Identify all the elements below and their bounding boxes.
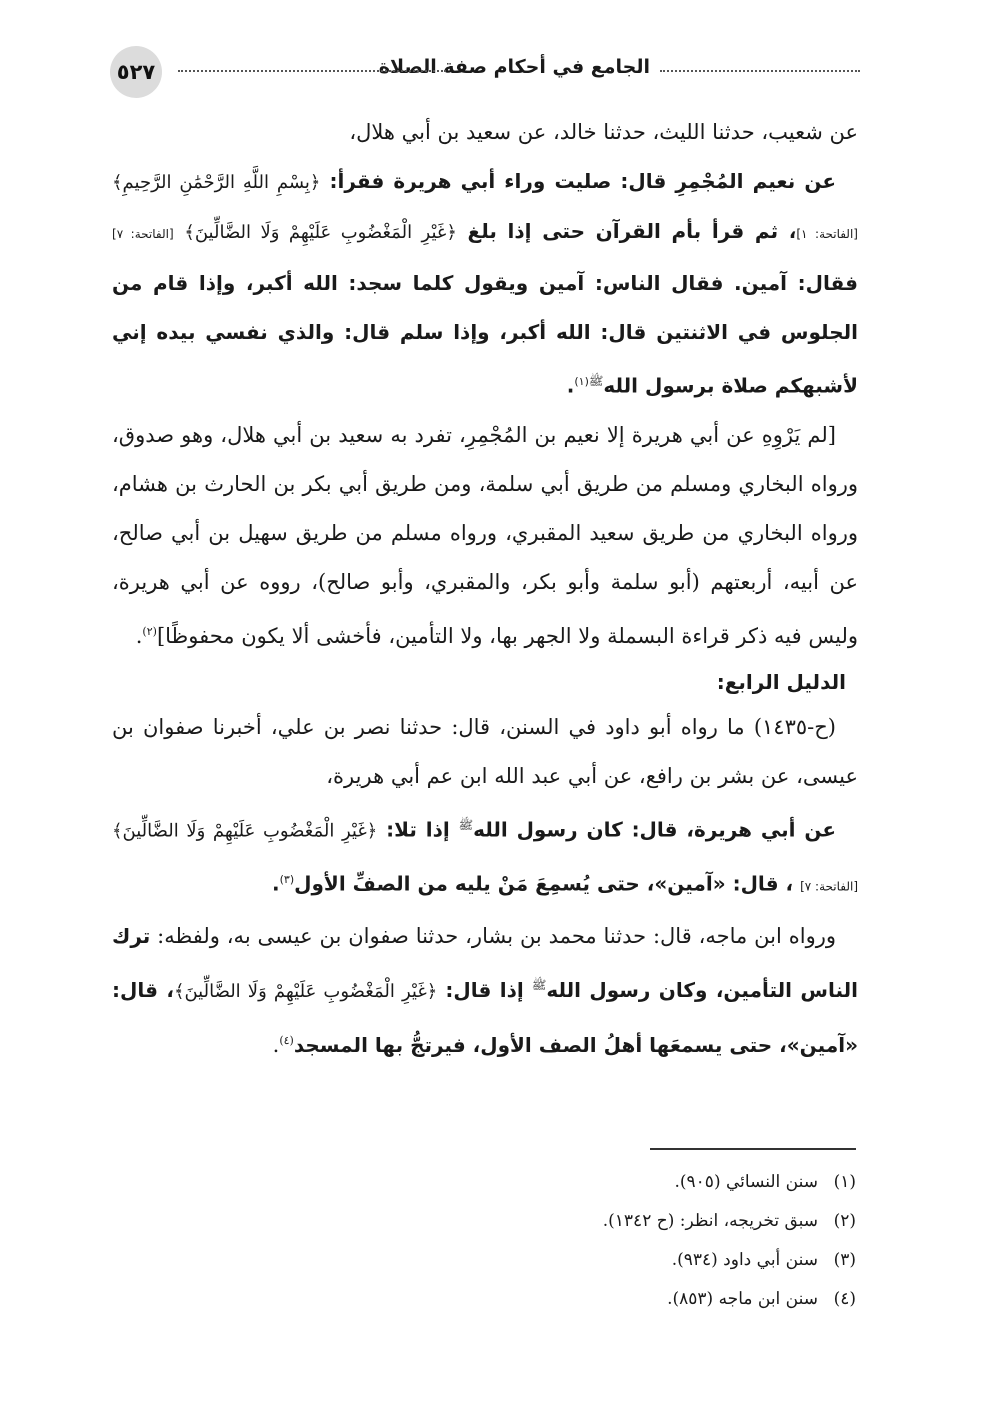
footnote-number: (٣) [833, 1250, 856, 1270]
verse-reference: [الفاتحة: ١] [796, 227, 858, 241]
page-number: ٥٢٧ [110, 46, 162, 98]
section-heading: الدليل الرابع: [716, 669, 846, 694]
footnote-marker[interactable]: (٣) [279, 873, 295, 887]
quran-verse: ﴿غَيْرِ الْمَغْضُوبِ عَلَيْهِمْ وَلَا الضَّالِّينَ﴾ [184, 222, 457, 243]
paragraph-hadith-1 [112, 157, 858, 411]
hadith-text: فقال: آمين. فقال الناس: آمين ويقول كلما سجد: الله أكبر، وإذا قام من الجلوس في الاثنتين قال: الله أكبر، وإذا سلم قال: والذي نفسي بيده إني لأشبهكم صلاة برسول الله [112, 271, 858, 398]
footnote-marker[interactable]: (٤) [279, 1033, 294, 1047]
salawat-glyph: ﷺ [458, 817, 474, 832]
hadith-text: عن نعيم المُجْمِرِ قال: صليت وراء أبي هريرة فقرأ: [329, 169, 836, 193]
punctuation: . [566, 373, 575, 398]
footnote-item [256, 1202, 856, 1241]
footnote-text: سبق تخريجه، انظر: (ح ١٣٤٢). [602, 1211, 818, 1231]
header-dotted-rule-left [178, 70, 446, 72]
verse-reference: [الفاتحة: ٧] [112, 227, 174, 241]
footnote-marker[interactable]: (١) [574, 375, 589, 388]
punctuation: . [272, 1032, 280, 1057]
verse-reference: [الفاتحة: ٧] [800, 879, 858, 894]
hadith-text: إذا تلا: [386, 817, 450, 842]
hadith-text: ، قال: «آمين»، حتى يسمعَها أهلُ الصف الأول، فيرتجُّ بها المسجد [112, 977, 858, 1057]
punctuation: . [135, 623, 143, 648]
footnote-text: سنن النسائي (٩٠٥). [674, 1172, 818, 1192]
running-title: الجامع في أحكام صفة الصلاة [378, 56, 650, 78]
footnote-text: سنن أبي داود (٩٣٤). [671, 1250, 818, 1270]
paragraph-isnad [112, 108, 858, 157]
quran-verse-basmala: ﴿بِسْمِ اللَّهِ الرَّحْمَٰنِ الرَّحِيمِ﴾ [112, 172, 321, 193]
paragraph-variant [112, 912, 858, 1070]
commentary-text: [لم يَرْوِهِ عن أبي هريرة إلا نعيم بن المُجْمِرِ، تفرد به سعيد بن أبي هلال، وهو صدوق، ورواه البخاري ومسلم من طريق أبي سلمة، ومن طريق أبي بكر بن الحارث بن هشام، ورواه البخاري من طريق سعيد المقبري، ورواه مسلم من طريق سهيل بن أبي صالح، عن أبيه، أربعتهم (أبو سلمة وأبو بكر، والمقبري، وأبو صالح)، رووه عن أبي هريرة، وليس فيه ذكر قراءة البسملة ولا الجهر بها، ولا التأمين، فأخشى ألا يكون محفوظًا] [112, 422, 858, 648]
hadith-text: ، ثم قرأ بأم القرآن حتى إذا بلغ [467, 219, 797, 243]
variant-text: ورواه ابن ماجه، قال: حدثنا محمد بن بشار، حدثنا صفوان بن عيسى به، ولفظه: [157, 923, 836, 948]
page-header [110, 42, 860, 98]
isnad-text: عن شعيب، حدثنا الليث، حدثنا خالد، عن سعيد بن أبي هلال، [349, 120, 858, 144]
quran-verse: ﴿غَيْرِ الْمَغْضُوبِ عَلَيْهِمْ وَلَا الضَّالِّينَ﴾ [173, 980, 438, 1002]
hadith-text: ترك الناس التأمين، وكان رسول الله [112, 923, 859, 1002]
punctuation: . [272, 871, 280, 896]
footnote-separator [650, 1148, 856, 1150]
paragraph-commentary [112, 411, 858, 661]
page-body [112, 108, 858, 1070]
hadith-text: عن أبي هريرة، قال: كان رسول الله [473, 817, 837, 842]
footnote-text: سنن ابن ماجه (٨٥٣). [667, 1289, 818, 1309]
hadith-text: ، قال: «آمين»، حتى يُسمِعَ مَنْ يليه من الصفِّ الأول [294, 871, 794, 896]
footnote-number: (١) [833, 1172, 856, 1192]
isnad-text: (ح-١٤٣٥) ما رواه أبو داود في السنن، قال: حدثنا نصر بن علي، أخبرنا صفوان بن عيسى، عن بشر بن رافع، عن أبي عبد الله ابن عم أبي هريرة، [112, 714, 858, 788]
footnote-number: (٢) [833, 1211, 856, 1231]
paragraph-hadith-2 [112, 801, 858, 912]
footnotes [256, 1163, 856, 1319]
quran-verse: ﴿غَيْرِ الْمَغْضُوبِ عَلَيْهِمْ وَلَا الضَّالِّينَ﴾ [112, 820, 378, 842]
footnote-item [256, 1241, 856, 1280]
paragraph-isnad-2 [112, 703, 858, 801]
salawat-glyph: ﷺ [531, 977, 547, 992]
footnote-item [256, 1280, 856, 1319]
salawat-glyph: ﷺ [588, 374, 604, 388]
header-dotted-rule-right [660, 70, 860, 72]
footnote-number: (٤) [833, 1289, 856, 1309]
hadith-text: إذا قال: [445, 977, 524, 1002]
footnote-item [256, 1163, 856, 1202]
footnote-marker[interactable]: (٢) [142, 624, 157, 638]
